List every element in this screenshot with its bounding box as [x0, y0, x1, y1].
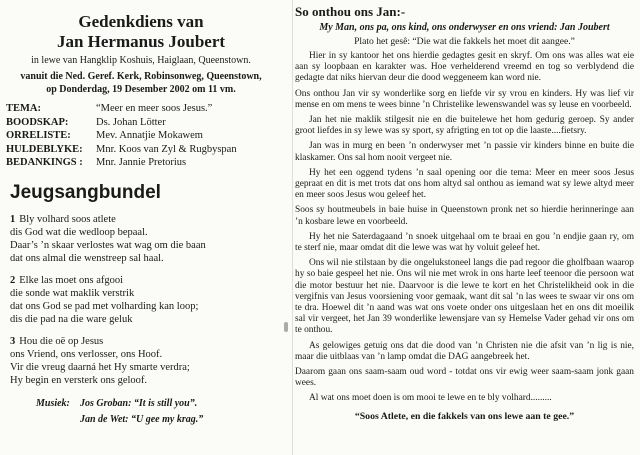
program-value: Mnr. Jannie Pretorius	[96, 157, 187, 168]
service-details	[6, 70, 276, 96]
tribute-paragraph: Hy het nie Saterdagaand ’n snoek uitgehaal om te braai en gou ’n endjie gaan ry, om te sterf nie, maar omdat dit die lewe was wat hy voluit geleef het.	[295, 231, 634, 254]
tribute-paragraph: Soos sy houtmeubels in baie huise in Queenstown pronk net so hierdie herinneringe aan ’n kosbare lewe en voorbeeld.	[295, 205, 634, 227]
program-row	[6, 129, 276, 143]
tribute-paragraph: Hy het een oggend tydens ’n saal opening oor die tema: Meer en meer soos Jesus gepraat en dit is met trots dat ons hom altyd sal onthou as iemand wat sy lewe altyd meer en meer soos Jesus wou geleef het.	[295, 167, 634, 201]
verse-text: dat ons almal die wenstreep sal haal.	[10, 252, 164, 264]
tribute-paragraph: Ons onthou Jan vir sy wonderlike sorg en liefde vir sy vrou en kinders. Hy was lief vir mense en om mens te wees binne ’n Christelike lewenswandel was sy leuse en voorbeeld.	[295, 88, 634, 110]
verse-text: Elke las moet ons afgooi	[19, 274, 124, 286]
residence-line: in lewe van Hangklip Koshuis, Haiglaan, Queenstown.	[31, 55, 251, 66]
closing-quote: “Soos Atlete, en die fakkels van ons lewe aan te gee.”	[354, 410, 575, 422]
tribute-body	[295, 51, 634, 405]
verse-line	[10, 300, 276, 313]
tribute-paragraph: Jan was in murg en been ’n onderwyser met ’n passie vir kinders binne en buite die klaskamer. Ons sal hom nooit vergeet nie.	[295, 141, 634, 163]
tribute-paragraph: Ons wil nie stilstaan by die ongelukstoneel langs die pad regoor die gholfbaan waarop hy so baie gespeel het nie. Ons wil nie met wrok in ons harte leef teenoor die persoon wat die motor bestuur het nie. Daarvoor is die lewe te kort en het Christelikheid ook in die vergifnis van Jesus voorsiening voor gemaak, want dit sal ’n las wees te swaar vir ons om te dra. Hoewel dit ’n aand was wat ons voete onder ons uitgeslaan het en ons dit moeilik sal vir vergeet, het Jan 39 wonderlike lewensjare van sy Hemelse Vader gehad vir ons om te onthou.	[295, 258, 634, 336]
scan-mark	[284, 322, 288, 332]
tribute-paragraph: Hier in sy kantoor het ons hierdie gedagtes gesit en skryf. Om ons was alles wat eie aan sy loopbaan en karakter was. Hoe verhelderend vreemd en tog so verblydend die gedagte dat niks hiervan deur die dood weggeneem kan word nie.	[295, 51, 634, 84]
verse-text: Daar’s ’n skaar verlostes wat wag om die baan	[10, 239, 206, 251]
program-key: BEDANKINGS :	[6, 157, 83, 168]
music-item-1: Jos Groban: “It is still you”.	[80, 397, 198, 409]
verse-line	[10, 348, 276, 361]
verse-text: dis God wat die wedloop bepaal.	[10, 226, 148, 238]
program-table	[6, 102, 276, 170]
program-key: BOODSKAP:	[6, 116, 69, 128]
verse-line	[10, 274, 276, 287]
memorial-title	[6, 12, 276, 52]
verse-number: 2	[10, 274, 16, 286]
tribute-paragraph: Al wat ons moet doen is om mooi te lewe en te bly volhard.........	[309, 393, 552, 404]
verse-text: Vir die vreug daarná het Hy smarte verdra;	[10, 361, 190, 373]
program-row	[6, 156, 276, 170]
tribute-paragraph: Daarom gaan ons saam-saam oud word - totdat ons vir ewig weer saam-saam jonk gaan wees.	[295, 367, 634, 389]
program-key: HULDEBLYKE:	[6, 143, 83, 155]
verse-line	[10, 252, 276, 265]
program-value: Mev. Annatjie Mokawem	[96, 130, 203, 141]
program-value: Mnr. Koos van Zyl & Rugbyspan	[96, 143, 237, 155]
tribute-paragraph: As gelowiges getuig ons dat die dood van ’n Christen nie die afsit van ’n lig is nie, maar die uitblaas van ’n lamp omdat die DAG aangebreek het.	[295, 340, 634, 362]
verse-text: ons Vriend, ons verlosser, ons Hoof.	[10, 348, 163, 360]
verse-number: 3	[10, 335, 16, 347]
music-label: Musiek:	[36, 397, 70, 409]
program-row	[6, 143, 276, 157]
hymn-verses	[6, 213, 276, 387]
music-credits	[36, 396, 276, 428]
verse-text: Hou die oë op Jesus	[19, 335, 104, 347]
program-row	[6, 116, 276, 130]
songbook-title: Jeugsangbundel	[10, 181, 161, 203]
title-line-1: Gedenkdiens van	[78, 12, 204, 31]
program-key: ORRELISTE:	[6, 130, 71, 141]
tribute-heading: So onthou ons Jan:-	[295, 4, 406, 19]
hymn-verse	[10, 335, 276, 387]
verse-line	[10, 239, 276, 252]
verse-line	[10, 226, 276, 239]
verse-text: Bly volhard soos atlete	[19, 213, 116, 225]
service-line-2: op Donderdag, 19 Desember 2002 om 11 vm.	[46, 84, 236, 95]
service-line-1: vanuit die Ned. Geref. Kerk, Robinsonweg, Queenstown,	[20, 71, 262, 82]
verse-line	[10, 374, 276, 387]
program-row	[6, 102, 276, 116]
right-page	[292, 0, 640, 455]
verse-line	[10, 213, 276, 226]
program-key: TEMA:	[6, 103, 41, 114]
plato-quote: Plato het gesê: “Die wat die fakkels het moet dit aangee.”	[354, 36, 575, 47]
left-page	[0, 0, 282, 455]
verse-text: dat ons God se pad met volharding kan loop;	[10, 300, 199, 312]
verse-line	[10, 287, 276, 300]
program-value: Ds. Johan Lötter	[96, 116, 166, 128]
program-value: “Meer en meer soos Jesus.”	[96, 103, 213, 114]
verse-line	[10, 335, 276, 348]
verse-number: 1	[10, 213, 16, 225]
hymn-verse	[10, 213, 276, 265]
tribute-paragraph: Jan het nie maklik stilgesit nie en die buitelewe het hom gedurig geroep. Sy ander groot liefdes in sy lewe was sy sport, sy afrigting en tot op die laaste....fietsry.	[295, 115, 634, 137]
verse-text: Hy begin en versterk ons geloof.	[10, 374, 148, 386]
title-line-2: Jan Hermanus Joubert	[56, 32, 226, 51]
verse-text: dis die pad na die ware geluk	[10, 313, 133, 325]
hymn-verse	[10, 274, 276, 326]
verse-line	[10, 313, 276, 326]
verse-line	[10, 361, 276, 374]
tribute-tagline: My Man, ons pa, ons kind, ons onderwyser en ons vriend: Jan Joubert	[319, 22, 610, 33]
verse-text: die sonde wat maklik verstrik	[10, 287, 135, 299]
music-item-2: Jan de Wet: “U gee my krag.”	[80, 413, 204, 425]
